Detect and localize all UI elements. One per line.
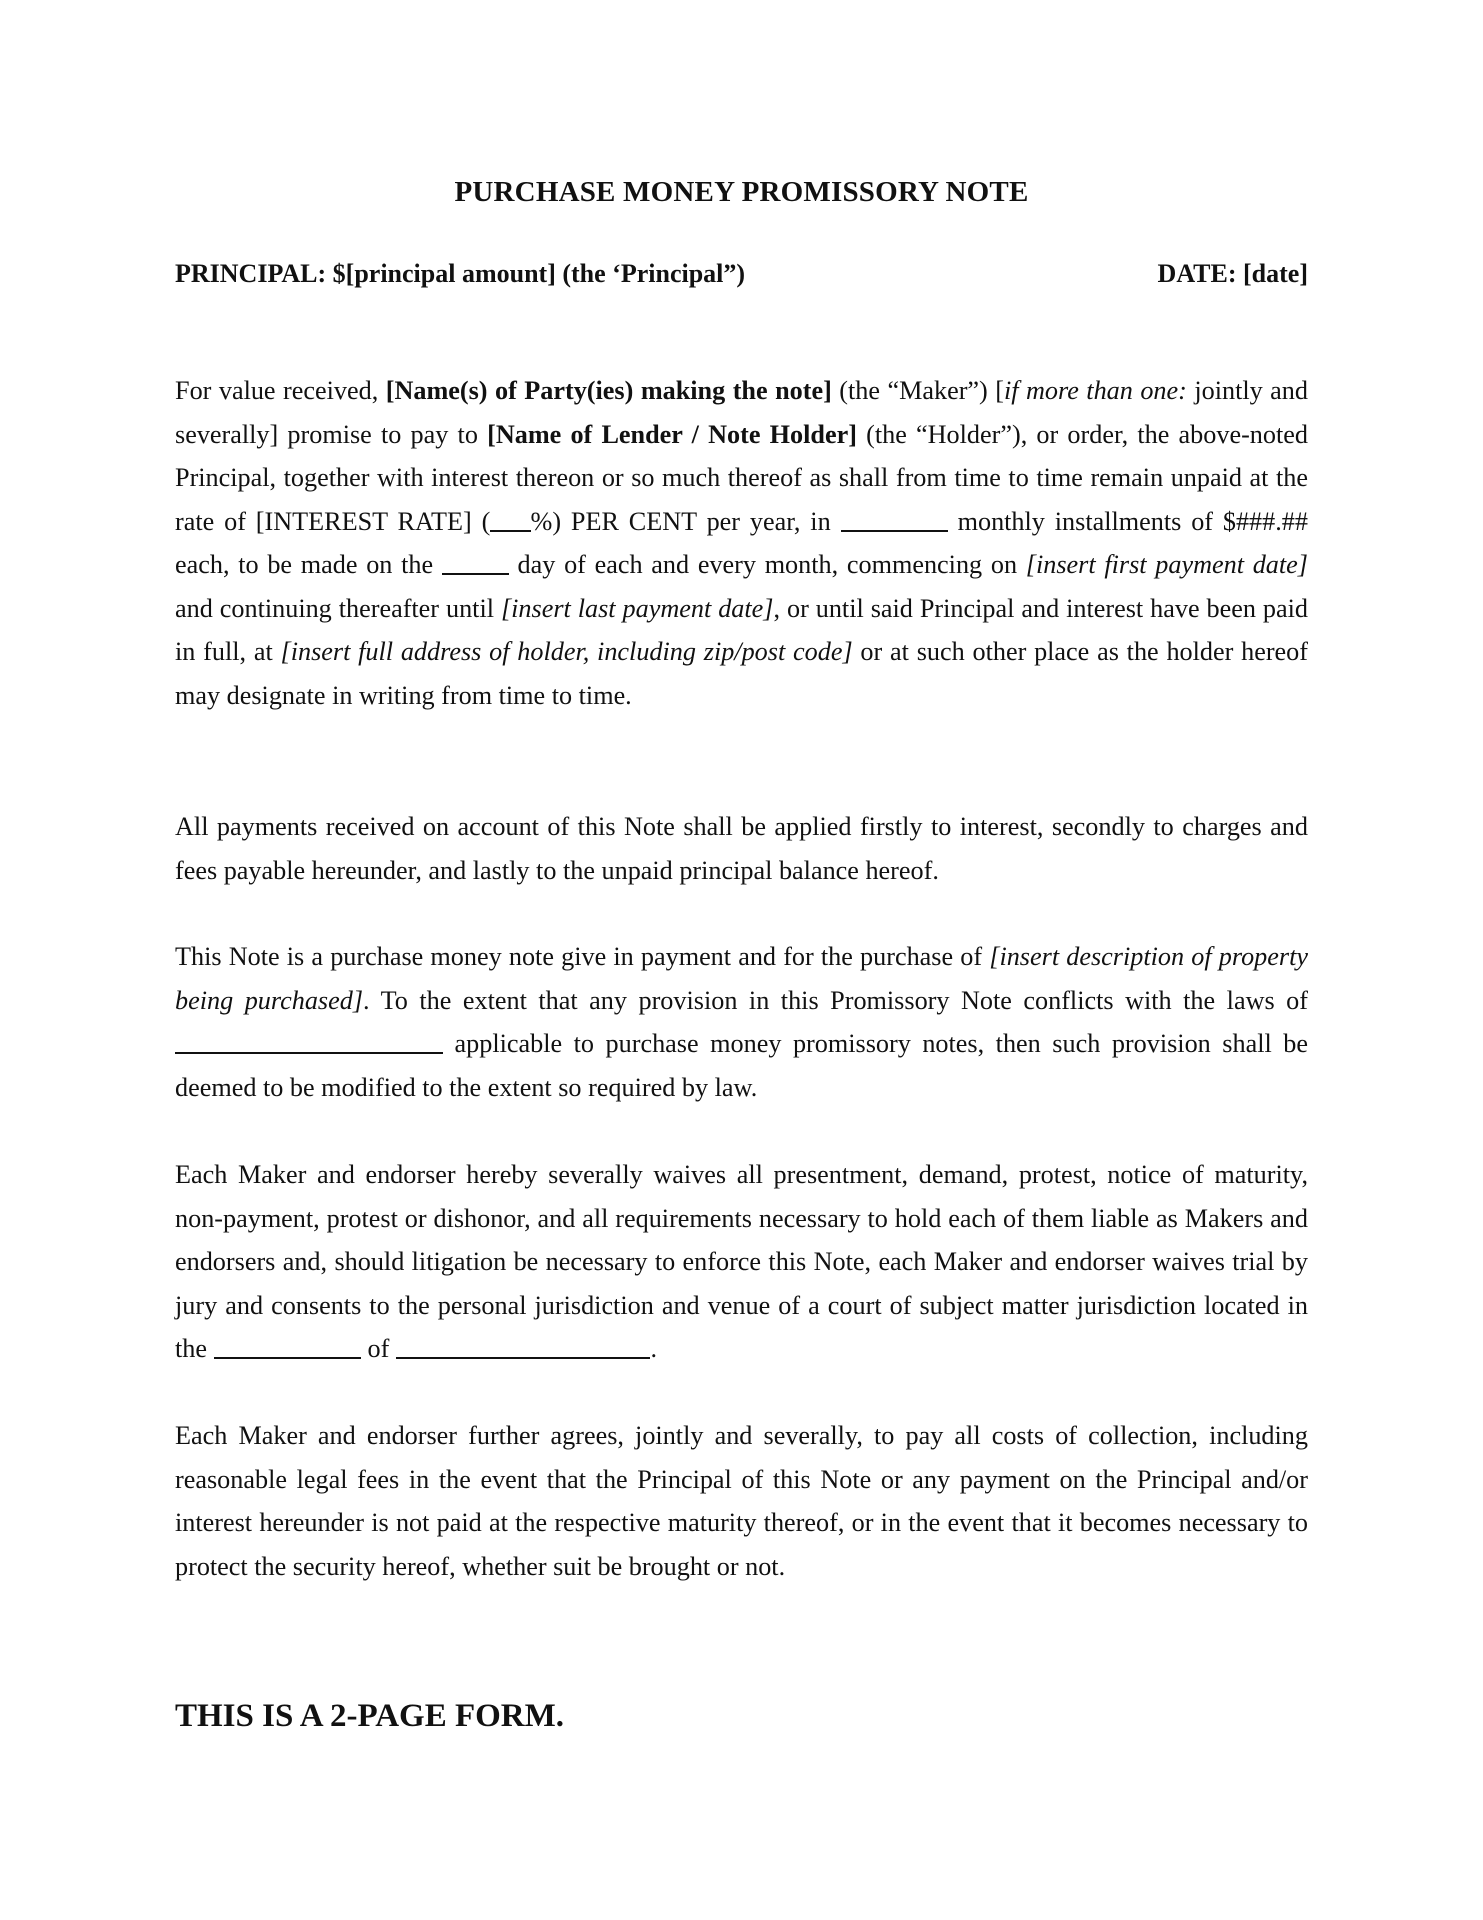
fill-in-blank[interactable]: [175, 1052, 443, 1054]
paragraph-purchase-money-clause: [175, 935, 1308, 1109]
fill-in-blank[interactable]: [841, 530, 948, 532]
body-text: . To the extent that any provision in this Promissory Note conflicts with the laws of: [363, 985, 1308, 1015]
header-row: [175, 254, 1308, 294]
body-text: (the “Holder”), or order, the above-noted Principal, together with interest thereon or so much thereof as shall from time to time remain unpaid at the rate of [INTEREST RATE] (: [175, 419, 1308, 536]
paragraph-costs-of-collection: [175, 1414, 1308, 1588]
paragraph-waivers: [175, 1153, 1308, 1371]
body-text: monthly installments of $###.## each, to be made on the: [175, 506, 1308, 579]
body-text: Each Maker and endorser hereby severally waives all presentment, demand, protest, notice of maturity, non-payment, protest or dishonor, and all requirements necessary to hold each of them liable as Makers and endorsers and, should litigation be necessary to enforce this Note, each Maker and endorser waives trial by jury and consents to the personal jurisdiction and venue of a court of subject matter jurisdiction located in the: [175, 1160, 1308, 1363]
body-text: For value received,: [175, 376, 386, 405]
date-field: DATE: [date]: [1157, 259, 1308, 288]
body-text: .: [650, 1334, 657, 1363]
placeholder-italic-text: [insert first payment date]: [1025, 550, 1308, 579]
placeholder-italic-text: [insert description of property being purchased]: [175, 942, 1308, 1015]
fill-in-blank[interactable]: [490, 530, 530, 532]
fill-in-blank[interactable]: [214, 1357, 361, 1359]
placeholder-italic-text: if more than one:: [1003, 376, 1187, 405]
body-text: This Note is a purchase money note give in payment and for the purchase of: [175, 942, 990, 971]
body-text: %) PER CENT per year, in: [530, 506, 841, 536]
placeholder-bold-text: [Name of Lender / Note Holder]: [487, 419, 857, 449]
fill-in-blank[interactable]: [396, 1357, 651, 1359]
body-text: and continuing thereafter until: [175, 593, 501, 623]
body-text: day of each and every month, commencing on: [508, 550, 1026, 579]
body-text: All payments received on account of this Note shall be applied firstly to interest, secondly to charges and fees payable hereunder, and lastly to the unpaid principal balance hereof.: [175, 812, 1308, 885]
body-text: jointly and severally] promise to pay to: [175, 376, 1308, 449]
body-text: Each Maker and endorser further agrees, jointly and severally, to pay all costs of collection, including reasonable legal fees in the event that the Principal of this Note or any payment on the Principal and/or interest hereunder is not paid at the respective maturity thereof, or in the event that it becomes necessary to protect the security hereof, whether suit be brought or not.: [175, 1421, 1308, 1581]
body-text: of: [360, 1334, 396, 1363]
placeholder-bold-text: [Name(s) of Party(ies) making the note]: [385, 376, 832, 405]
fill-in-blank[interactable]: [442, 573, 509, 575]
placeholder-italic-text: [insert full address of holder, including zip/post code]: [280, 637, 853, 666]
placeholder-italic-text: [insert last payment date]: [500, 593, 774, 623]
document-title: PURCHASE MONEY PROMISSORY NOTE: [454, 176, 1029, 208]
body-text: (the “Maker”) [: [831, 376, 1004, 405]
principal-field: PRINCIPAL: $[principal amount] (the ‘Principal”): [175, 259, 746, 288]
body-text: , or until said Principal and interest have been paid in full, at: [175, 593, 1309, 666]
two-page-form-notice: THIS IS A 2-PAGE FORM.: [175, 1698, 565, 1734]
body-text: or at such other place as the holder hereof may designate in writing from time to time.: [175, 637, 1308, 710]
body-text: applicable to purchase money promissory notes, then such provision shall be deemed to be modified to the extent so required by law.: [175, 1029, 1308, 1102]
paragraph-application-of-payments: [175, 805, 1308, 892]
paragraph-payment-terms: [175, 369, 1308, 717]
